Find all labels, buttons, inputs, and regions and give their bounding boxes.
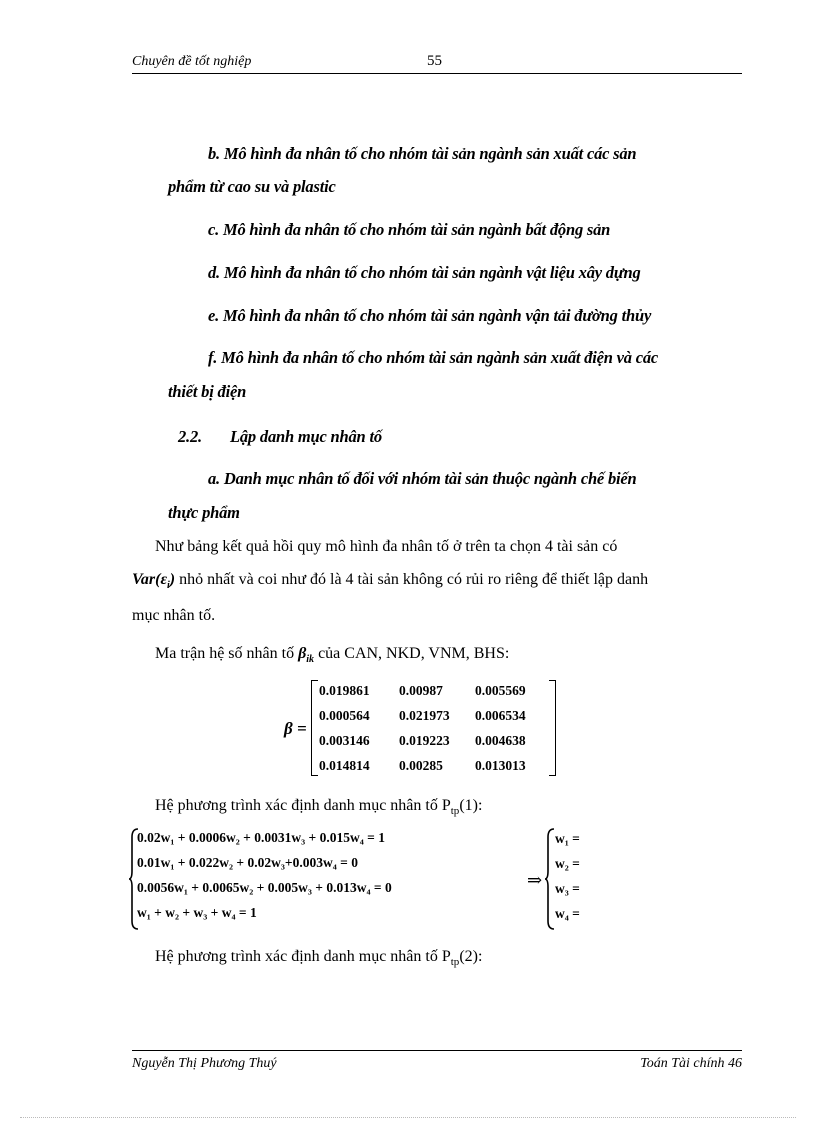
matrix-cell: 0.005569 xyxy=(475,683,526,698)
matrix-cell: 0.019223 xyxy=(399,733,450,748)
matrix-cell: 0.00987 xyxy=(399,683,443,698)
heading-b-line1: b. Mô hình đa nhân tố cho nhóm tài sản ngành sản xuất các sản xyxy=(208,144,637,163)
matrix-cell: 0.014814 xyxy=(319,758,370,773)
section-title: Lập danh mục nhân tố xyxy=(230,427,382,446)
header-rule xyxy=(132,73,742,74)
matrix-right-bracket xyxy=(549,680,556,776)
equation-list xyxy=(137,830,392,930)
matrix-row xyxy=(319,733,549,758)
equation-line: w₁ + w₂ + w₃ + w₄ = 1 xyxy=(137,905,257,920)
heading-a-line2: thực phẩm xyxy=(168,503,240,522)
matrix-cell: 0.00285 xyxy=(399,758,443,773)
footer-class: Toán Tài chính 46 xyxy=(640,1056,742,1071)
matrix-cell: 0.021973 xyxy=(399,708,450,723)
matrix-cell: 0.013013 xyxy=(475,758,526,773)
system1-intro: Hệ phương trình xác định danh mục nhân tố $P_{tp}(1)$: xyxy=(155,797,483,818)
heading-f-line2: thiết bị điện xyxy=(168,382,247,401)
matrix-body xyxy=(319,683,549,783)
matrix-cell: 0.006534 xyxy=(475,708,526,723)
matrix-row xyxy=(319,708,549,733)
paragraph-line3: mục nhân tố. xyxy=(132,607,216,624)
heading-f-line1: f. Mô hình đa nhân tố cho nhóm tài sản ngành sản xuất điện và các xyxy=(208,348,659,367)
page-bottom-dotted-line xyxy=(20,1117,796,1118)
matrix-row xyxy=(319,683,549,708)
heading-b-line2: phẩm từ cao su và plastic xyxy=(168,177,336,196)
matrix-cell: 0.004638 xyxy=(475,733,526,748)
matrix-cell: 0.019861 xyxy=(319,683,370,698)
paragraph-line1: Như bảng kết quả hồi quy mô hình đa nhân tố ở trên ta chọn 4 tài sản có xyxy=(155,538,618,555)
paragraph-line2-text: nhỏ nhất và coi như đó là 4 tài sản không có rủi ro riêng để thiết lập danh xyxy=(179,571,649,588)
paragraph-line2 xyxy=(132,571,648,591)
footer-rule xyxy=(132,1050,742,1051)
section-number: 2.2. xyxy=(178,427,202,446)
footer-author: Nguyễn Thị Phương Thuý xyxy=(132,1056,277,1071)
heading-c: c. Mô hình đa nhân tố cho nhóm tài sản ngành bất động sản xyxy=(208,220,611,239)
matrix-left-bracket xyxy=(311,680,318,776)
heading-d: d. Mô hình đa nhân tố cho nhóm tài sản ngành vật liệu xây dựng xyxy=(208,263,641,282)
matrix-label: β = xyxy=(284,719,307,738)
solution-line: w₄ = xyxy=(555,906,580,921)
implies-arrow: ⇒ xyxy=(527,870,543,890)
solution-line: w₂ = xyxy=(555,856,580,871)
heading-a-line1: a. Danh mục nhân tố đối với nhóm tài sản thuộc ngành chế biến xyxy=(208,469,637,488)
equation-line: 0.01w₁ + 0.022w₂ + 0.02w₃+0.003w₄ = 0 xyxy=(137,855,358,870)
beta-symbol: $\beta_{ik}$ xyxy=(298,645,315,666)
header-title: Chuyên đề tốt nghiệp xyxy=(132,54,252,69)
solution-line: w₃ = xyxy=(555,881,580,896)
page-number: 55 xyxy=(427,53,442,69)
system2-intro: Hệ phương trình xác định danh mục nhân tố $P_{tp}(2)$: xyxy=(155,948,483,969)
equation-line: 0.0056w₁ + 0.0065w₂ + 0.005w₃ + 0.013w₄ = 0 xyxy=(137,880,392,895)
heading-e: e. Mô hình đa nhân tố cho nhóm tài sản ngành vận tải đường thủy xyxy=(208,306,652,325)
matrix-row xyxy=(319,758,549,783)
matrix-intro: Ma trận hệ số nhân tố $\beta_{ik}$ của CAN, NKD, VNM, BHS: xyxy=(155,645,510,666)
matrix-cell: 0.000564 xyxy=(319,708,370,723)
equation-line: 0.02w₁ + 0.0006w₂ + 0.0031w₃ + 0.015w₄ = 1 xyxy=(137,830,385,845)
solution-list xyxy=(555,831,580,931)
solution-line: w₁ = xyxy=(555,831,580,846)
matrix-cell: 0.003146 xyxy=(319,733,370,748)
var-symbol: $Var(\varepsilon_i)$ xyxy=(132,571,176,592)
